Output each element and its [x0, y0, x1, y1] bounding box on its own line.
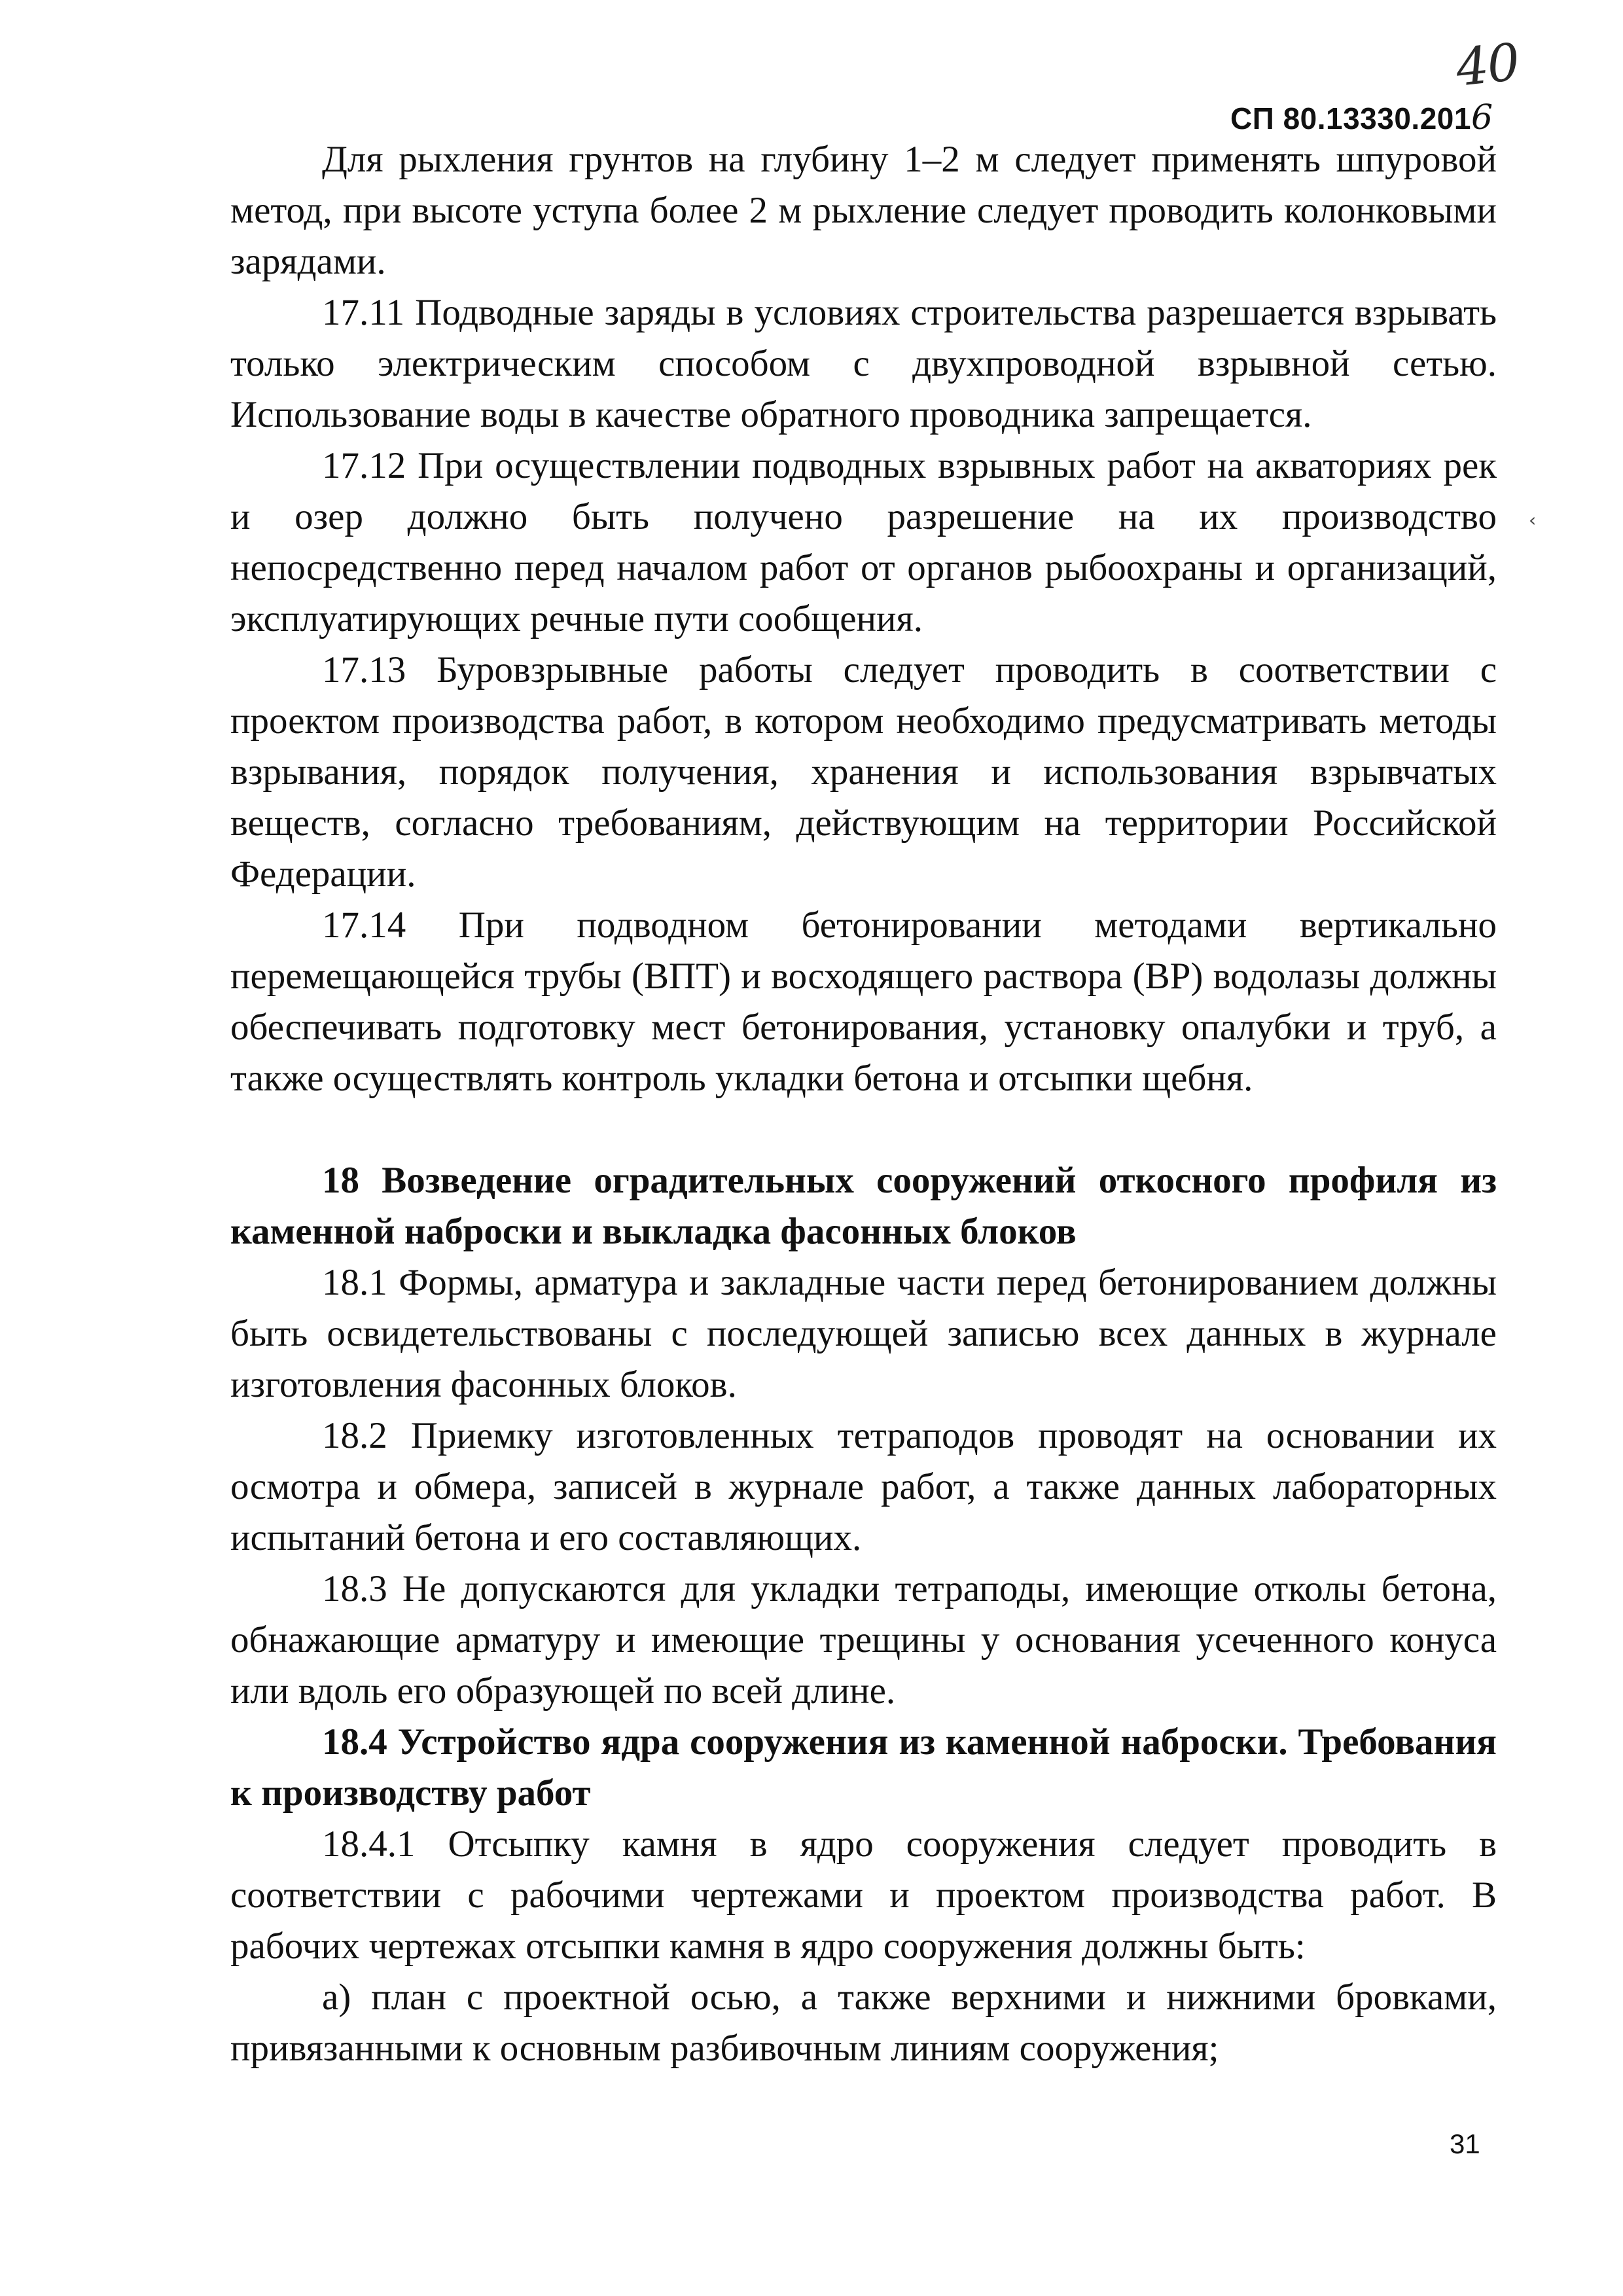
paragraph-18-1: 18.1 Формы, арматура и закладные части перед бетонированием должны быть освидетельствованы с последующей записью всех данных в журнале изготовления фасонных блоков. [230, 1262, 1497, 1405]
section-18-4-heading: 18.4 Устройство ядра сооружения из каменной наброски. Требования к производству работ [230, 1721, 1497, 1814]
document-code [1230, 98, 1493, 137]
paragraph-18-2: 18.2 Приемку изготовленных тетраподов проводят на основании их осмотра и обмера, записей в журнале работ, а также данных лабораторных испытаний бетона и его составляющих. [230, 1415, 1497, 1558]
document-code-main: СП 80.13330.201 [1230, 101, 1471, 135]
scan-artifact-mark: ‹ [1529, 509, 1537, 531]
section-18-heading: 18 Возведение оградительных сооружений откосного профиля из каменной наброски и выкладка фасонных блоков [230, 1160, 1497, 1252]
page-number: 31 [1450, 2128, 1480, 2159]
paragraph-18-3: 18.3 Не допускаются для укладки тетраподы, имеющие отколы бетона, обнажающие арматуру и имеющие трещины у основания усеченного конуса или вдоль его образующей по всей длине. [230, 1568, 1497, 1712]
paragraph-18-4-1: 18.4.1 Отсыпку камня в ядро сооружения следует проводить в соответствии с рабочими чертежами и проектом производства работ. В рабочих чертежах отсыпки камня в ядро сооружения должны быть: [230, 1823, 1497, 1967]
list-item-a: а) план с проектной осью, а также верхними и нижними бровками, привязанными к основным разбивочным линиям сооружения; [230, 1977, 1497, 2069]
paragraph-loosening-soil: Для рыхления грунтов на глубину 1–2 м следует применять шпуровой метод, при высоте уступа более 2 м рыхление следует проводить колонковыми зарядами. [230, 139, 1497, 282]
page-body [230, 134, 1497, 2074]
document-code-handwritten-digit: 6 [1471, 98, 1493, 137]
handwritten-page-number: 40 [1453, 33, 1522, 98]
paragraph-17-14: 17.14 При подводном бетонировании методами вертикально перемещающейся трубы (ВПТ) и восходящего раствора (ВР) водолазы должны обеспечивать подготовку мест бетонирования, установку опалубки и труб, а также осуществлять контроль укладки бетона и отсыпки щебня. [230, 905, 1497, 1099]
paragraph-17-12: 17.12 При осуществлении подводных взрывных работ на акваториях рек и озер должно быть получено разрешение на их производство непосредственно перед началом работ от органов рыбоохраны и организаций, эксплуатирующих речные пути сообщения. [230, 445, 1497, 639]
paragraph-17-13: 17.13 Буровзрывные работы следует проводить в соответствии с проектом производства работ, в котором необходимо предусматривать методы взрывания, порядок получения, хранения и использования взрывчатых веществ, согласно требованиям, действующим на территории Российской Федерации. [230, 649, 1497, 895]
paragraph-17-11: 17.11 Подводные заряды в условиях строительства разрешается взрывать только электрическим способом с двухпроводной взрывной сетью. Использование воды в качестве обратного проводника запрещается. [230, 292, 1497, 435]
